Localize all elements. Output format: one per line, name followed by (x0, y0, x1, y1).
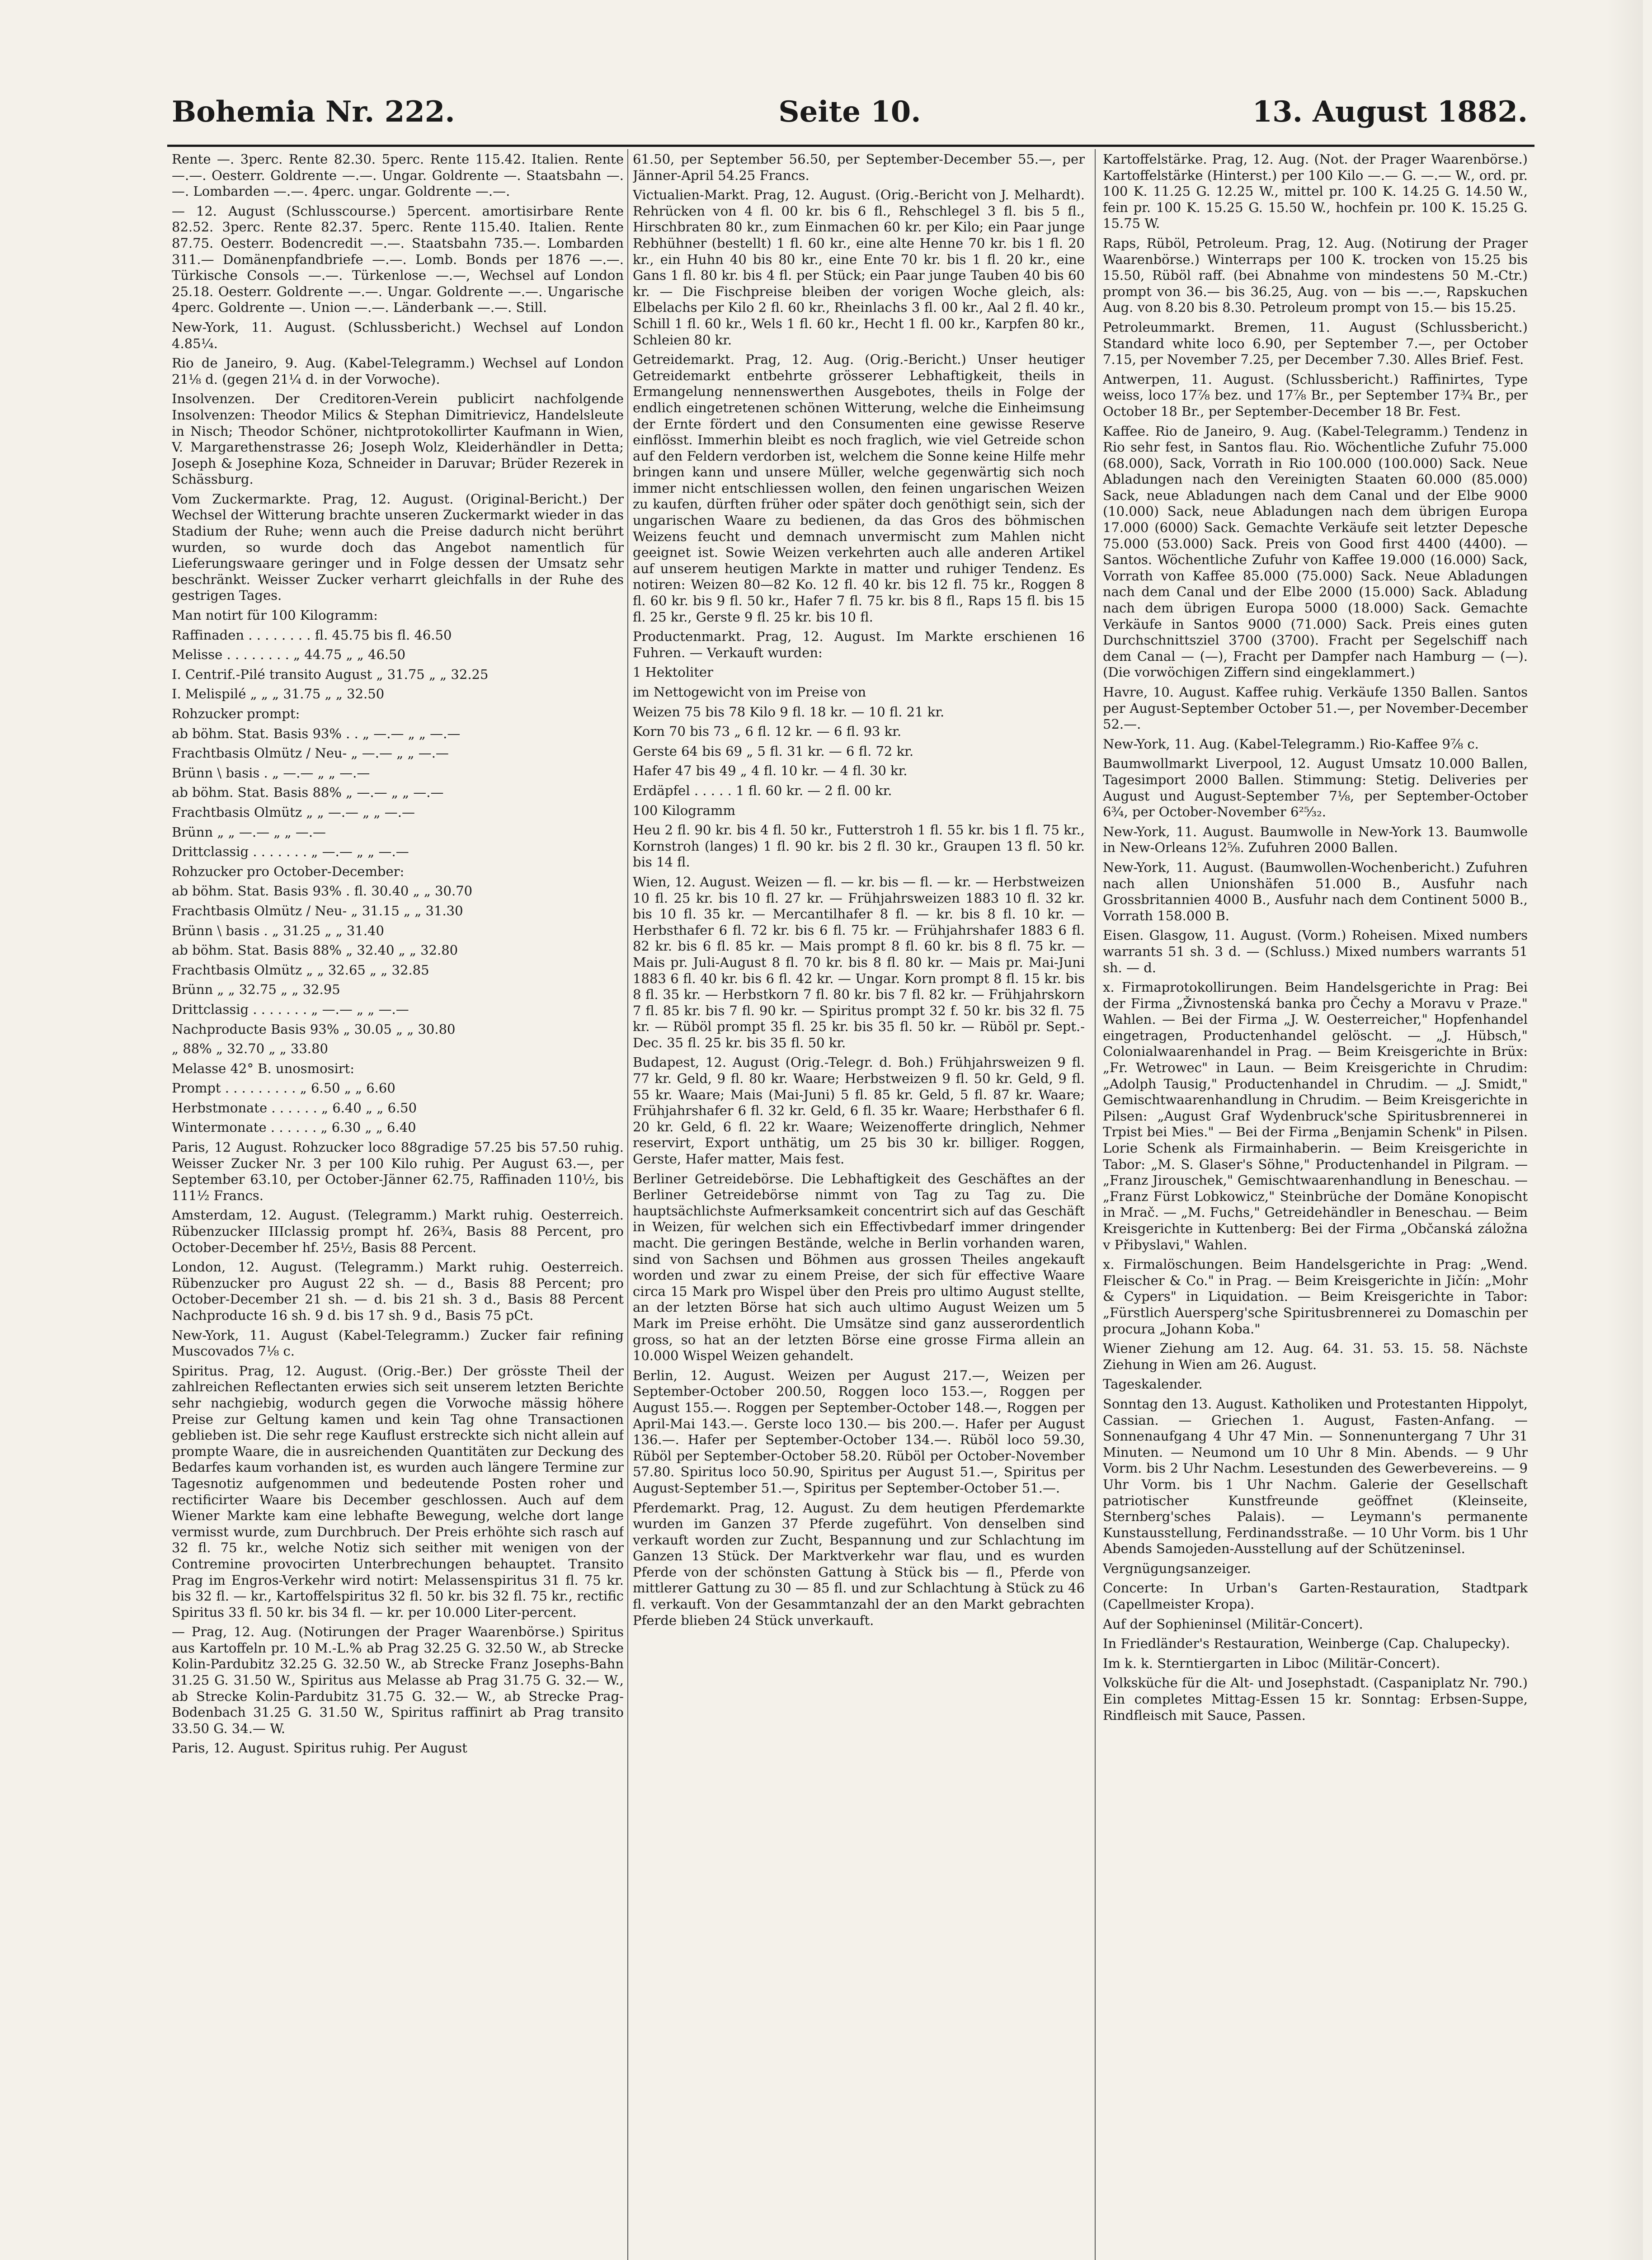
text-block: Vom Zuckermarkte. Prag, 12. August. (Original-Bericht.) Der Wechsel der Witterung brachte unseren Zuckermarkt wieder in das Stadium der Ruhe; wenn auch die Preise dadurch nicht berührt wurden, so wurde doch das Angebot namentlich für Lieferungswaare geringer und in Folge dessen der Umsatz sehr beschränkt. Weisser Zucker verharrt gleichfalls in der Ruhe des gestrigen Tages. (172, 491, 624, 603)
text-block: Herbstmonate . . . . . . „ 6.40 „ „ 6.50 (172, 1100, 417, 1116)
text-block: Wien, 12. August. Weizen — fl. — kr. bis — fl. — kr. — Herbstweizen 10 fl. 25 kr. bis 10 fl. 27 kr. — Frühjahrsweizen 1883 10 fl. 32 kr. bis 10 fl. 35 kr. — Mercantilhafer 8 fl. — kr. bis 8 fl. 10 kr. — Herbsthafer 6 fl. 72 kr. bis 6 fl. 75 kr. — Frühjahrshafer 1883 6 fl. 82 kr. bis 6 fl. 85 kr. — Mais prompt 8 fl. 60 kr. bis 8 fl. 75 kr. — Mais pr. Juli-August 8 fl. 70 kr. bis 8 fl. 80 kr. — Mais pr. Mai-Juni 1883 6 fl. 40 kr. bis 6 fl. 42 kr. — Ungar. Korn prompt 8 fl. 15 kr. bis 8 fl. 35 kr. — Herbstkorn 7 fl. 80 kr. bis 7 fl. 82 kr. — Frühjahrskorn 7 fl. 85 kr. bis 7 fl. 90 kr. — Spiritus prompt 32 f. 50 kr. bis 32 fl. 75 kr. — Rüböl prompt 35 fl. 25 kr. bis 35 fl. 50 kr. — Rüböl pr. Sept.-Dec. 35 fl. 25 kr. bis 35 fl. 50 kr. (633, 874, 1085, 1050)
text-block: 1 Hektoliter (633, 664, 714, 680)
text-block: Productenmarkt. Prag, 12. August. Im Markte erschienen 16 Fuhren. — Verkauft wurden: (633, 629, 1085, 660)
text-block: „ 88% „ 32.70 „ „ 33.80 (172, 1041, 328, 1057)
text-block: I. Melispilé „ „ „ 31.75 „ „ 32.50 (172, 686, 385, 702)
text-block: Berliner Getreidebörse. Die Lebhaftigkeit des Geschäftes an der Berliner Getreidebörse nimmt von Tag zu Tag zu. Die hauptsächlichste Aufmerksamkeit concentrirt sich auf das Geschäft in Weizen, für welchen sich ein Effectivbedarf immer dringender macht. Die geringen Bestände, welche in Berlin vorhanden waren, sind von Sachsen und Böhmen aus grossen Theiles angekauft worden und zwar zu einem Preise, der sich für effective Waare circa 15 Mark pro Wispel über den Preis pro ultimo August stellte, an der letzten Börse hat sich auch ultimo August Weizen um 5 Mark im Preise erhöht. Die Umsätze sind ganz ausserordentlich gross, so hat an der letzten Börse eine grosse Firma allein an 10.000 Wispel Weizen gehandelt. (633, 1171, 1085, 1364)
text-block: ab böhm. Stat. Basis 88% „ —.— „ „ —.— (172, 785, 444, 800)
text-block: In Friedländer's Restauration, Weinberge (Cap. Chalupecky). (1103, 1636, 1510, 1652)
page-number: Seite 10. (778, 95, 921, 129)
column-divider (627, 149, 628, 2260)
text-block: Brünn „ „ 32.75 „ „ 32.95 (172, 982, 340, 998)
text-block: Melisse . . . . . . . . „ 44.75 „ „ 46.50 (172, 647, 406, 663)
text-block: Drittclassig . . . . . . . „ —.— „ „ —.— (172, 844, 409, 860)
text-block: New-York, 11. August (Kabel-Telegramm.) Zucker fair refining Muscovados 7⅛ c. (172, 1327, 624, 1359)
text-block: I. Centrif.-Pilé transito August „ 31.75 „ „ 32.25 (172, 666, 489, 682)
text-block: ab böhm. Stat. Basis 93% . . „ —.— „ „ —.— (172, 725, 461, 741)
text-block: Sonntag den 13. August. Katholiken und Protestanten Hippolyt, Cassian. — Griechen 1. August, Fasten-Anfang. — Sonnenaufgang 4 Uhr 47 Min. — Sonnenuntergang 7 Uhr 31 Minuten. — Neumond um 10 Uhr 8 Min. Abends. — 9 Uhr Vorm. bis 2 Uhr Nachm. Lesestunden des Gewerbevereins. — 9 Uhr Vorm. bis 1 Uhr Nachm. Galerie der Gesellschaft patriotischer Kunstfreunde geöffnet (Kleinseite, Sternberg'sches Palais). — Leymann's permanente Kunstausstellung, Ferdinandsstraße. — 10 Uhr Vorm. bis 1 Uhr Abends Samojeden-Ausstellung auf der Schützeninsel. (1103, 1396, 1528, 1557)
text-block: Rente —. 3perc. Rente 82.30. 5perc. Rente 115.42. Italien. Rente —.—. Oesterr. Goldrente —.—. Ungar. Goldrente —. Staatsbahn —.—. Lombarden —.—. 4perc. ungar. Goldrente —.—. (172, 151, 624, 199)
text-block: Insolvenzen. Der Creditoren-Verein publicirt nachfolgende Insolvenzen: Theodor Milics & Stephan Dimitrievicz, Handelsleute in Nisch; Theodor Schöner, nichtprotokollirter Kaufmann in Wien, V. Margarethenstrasse 26; Joseph Wolz, Kleiderhändler in Detta; Joseph & Josephine Koza, Schneider in Daruvar; Brüder Rezerek in Schässburg. (172, 391, 624, 487)
text-block: Brünn \ basis . „ —.— „ „ —.— (172, 765, 370, 781)
text-block: Nachproducte Basis 93% „ 30.05 „ „ 30.80 (172, 1021, 456, 1037)
column-2 (633, 151, 1085, 2260)
text-block: London, 12. August. (Telegramm.) Markt ruhig. Oesterreich. Rübenzucker pro August 22 sh. — d., Basis 88 Percent; pro October-December 21 sh. — d. bis 21 sh. 3 d., Basis 88 Percent Nachproducte 16 sh. 9 d. bis 17 sh. 9 d., Basis 75 pCt. (172, 1259, 624, 1323)
text-block: Concerte: In Urban's Garten-Restauration, Stadtpark (Capellmeister Kropa). (1103, 1580, 1528, 1612)
text-block: 100 Kilogramm (633, 802, 735, 818)
text-block: Im k. k. Sterntiergarten in Liboc (Militär-Concert). (1103, 1655, 1440, 1671)
text-block: Paris, 12 August. Rohzucker loco 88gradige 57.25 bis 57.50 ruhig. Weisser Zucker Nr. 3 per 100 Kilo ruhig. Per August 63.—, per September 63.10, per October-Jänner 62.75, Raffinaden 110½, bis 111½ Francs. (172, 1139, 624, 1203)
text-block: Frachtbasis Olmütz / Neu- „ —.— „ „ —.— (172, 745, 449, 761)
text-block: Rohzucker pro October-December: (172, 863, 405, 879)
column-divider (1095, 149, 1096, 2260)
issue-date: 13. August 1882. (1252, 95, 1528, 129)
text-block: Rio de Janeiro, 9. Aug. (Kabel-Telegramm.) Wechsel auf London 21⅛ d. (gegen 21¼ d. in der Vorwoche). (172, 355, 624, 387)
text-block: New-York, 11. August. Baumwolle in New-York 13. Baumwolle in New-Orleans 12⅝. Zufuhren 2000 Ballen. (1103, 824, 1528, 856)
text-block: Frachtbasis Olmütz „ „ 32.65 „ „ 32.85 (172, 962, 429, 978)
text-block: New-York, 11. Aug. (Kabel-Telegramm.) Rio-Kaffee 9⅞ c. (1103, 736, 1479, 752)
text-block: Petroleummarkt. Bremen, 11. August (Schlussbericht.) Standard white loco 6.90, per September 7.—, per October 7.15, per November 7.25, per December 7.30. Alles Brief. Fest. (1103, 319, 1528, 367)
text-block: Volksküche für die Alt- und Josephstadt. (Caspaniplatz Nr. 790.) Ein completes Mittag-Essen 15 kr. Sonntag: Erbsen-Suppe, Rindfleisch mit Sauce, Passen. (1103, 1675, 1528, 1723)
text-block: Frachtbasis Olmütz / Neu- „ 31.15 „ „ 31.30 (172, 903, 463, 918)
header-rule (167, 145, 1534, 147)
page-header (172, 86, 1528, 136)
text-block: 61.50, per September 56.50, per September-December 55.—, per Jänner-April 54.25 Francs. (633, 151, 1085, 183)
masthead-issue: Bohemia Nr. 222. (172, 95, 455, 129)
text-block: Gerste 64 bis 69 „ 5 fl. 31 kr. — 6 fl. 72 kr. (633, 743, 914, 759)
text-block: — Prag, 12. Aug. (Notirungen der Prager Waarenbörse.) Spiritus aus Kartoffeln pr. 10 M.-L.% ab Prag 32.25 G. 32.50 W., ab Strecke Kolin-Pardubitz 32.25 G. 32.50 W., ab Strecke Franz Josephs-Bahn 31.25 G. 31.50 W., Spiritus aus Melasse ab Prag 31.75 G. 32.— W., ab Strecke Kolin-Pardubitz 31.75 G. 32.— W., ab Strecke Prag-Bodenbach 31.25 G. 31.50 W., Spiritus raffinirt ab Prag transito 33.50 G. 34.— W. (172, 1624, 624, 1736)
text-block: Frachtbasis Olmütz „ „ —.— „ „ —.— (172, 804, 415, 820)
text-block: Eisen. Glasgow, 11. August. (Vorm.) Roheisen. Mixed numbers warrants 51 sh. 3 d. — (Schluss.) Mixed numbers warrants 51 sh. — d. (1103, 928, 1528, 975)
text-block: Melasse 42° B. unosmosirt: (172, 1060, 355, 1076)
text-block: ab böhm. Stat. Basis 93% . fl. 30.40 „ „ 30.70 (172, 883, 473, 899)
text-block: Budapest, 12. August (Orig.-Telegr. d. Boh.) Frühjahrsweizen 9 fl. 77 kr. Geld, 9 fl. 80 kr. Waare; Herbstweizen 9 fl. 50 kr. Geld, 9 fl. 55 kr. Waare; Mais (Mai-Juni) 5 fl. 85 kr. Geld, 5 fl. 87 kr. Waare; Frühjahrshafer 6 fl. 32 kr. Geld, 6 fl. 35 kr. Waare; Herbsthafer 6 fl. 20 kr. Geld, 6 fl. 22 kr. Waare; Weizenofferte dringlich, Nehmer reservirt, Export unthätig, um 25 bis 30 kr. billiger. Roggen, Gerste, Hafer matter, Mais fest. (633, 1055, 1085, 1167)
text-block: Korn 70 bis 73 „ 6 fl. 12 kr. — 6 fl. 93 kr. (633, 724, 902, 739)
text-block: Victualien-Markt. Prag, 12. August. (Orig.-Bericht von J. Melhardt). Rehrücken von 4 fl. 00 kr. bis 6 fl., Rehschlegel 3 fl. bis 5 fl., Hirschbraten 80 kr., zum Einmachen 60 kr. per Kilo; ein Paar junge Rebhühner (bestellt) 1 fl. 60 kr., eine alte Henne 70 kr. bis 1 fl. 20 kr., ein Huhn 40 bis 80 kr., eine Ente 70 kr. bis 1 fl. 20 kr., eine Gans 1 fl. 80 kr. bis 4 fl. per Stück; ein Paar junge Tauben 40 bis 60 kr. — Die Fischpreise bleiben der vorigen Woche gleich, als: Elbelachs per Kilo 2 fl. 60 kr., Rheinlachs 3 fl. 00 kr., Aal 2 fl. 40 kr., Schill 1 fl. 60 kr., Wels 1 fl. 60 kr., Hecht 1 fl. 00 kr., Karpfen 80 kr., Schleien 80 kr. (633, 187, 1085, 348)
text-block: x. Firmaprotokollirungen. Beim Handelsgerichte in Prag: Bei der Firma „Živnostenská banka pro Čechy a Moravu v Praze." Wahlen. — Bei der Firma „J. W. Oesterreicher," Hopfenhandel eingetragen, Productenhandel gelöscht. — „J. Hübsch," Colonialwaarenhandel in Prag. — Beim Kreisgerichte in Brüx: „Fr. Wetrowec" in Laun. — Beim Kreisgerichte in Chrudim: „Adolph Tausig," Productenhandel in Chrudim. — „J. Smidt," Gemischtwaarenhandlung in Chrudim. — Beim Kreisgerichte in Pilsen: „August Graf Wydenbruck'sche Spiritusbrennerei in Trpist bei Mies." — Bei der Firma „Benjamin Schenk" in Pilsen. Lorie Schenk als Firmainhaberin. — Beim Kreisgerichte in Tabor: „M. S. Glaser's Söhne," Productenhandel in Pilgram. — „Franz Jirouschek," Gemischtwaarenhandlung in Beneschau. — „Franz Fürst Lobkowicz," Steinbrüche der Domäne Konopischt in Mrač. — „M. Fuchs," Getreidehändler in Beneschau. — Beim Kreisgerichte in Kuttenberg: Bei der Firma „Občanská záložna v Přibyslavi," Wahlen. (1103, 979, 1528, 1252)
text-block: Kaffee. Rio de Janeiro, 9. Aug. (Kabel-Telegramm.) Tendenz in Rio sehr fest, in Santos flau. Rio. Wöchentliche Zufuhr 75.000 (68.000), Sack, Vorrath in Rio 100.000 (100.000) Sack. Neue Abladungen nach den Vereinigten Staaten 60.000 (85.000) Sack, neue Abladungen nach dem Canal und der Elbe 9000 (10.000) Sack, neue Abladungen nach dem übrigen Europa 17.000 (6000) Sack. Gemachte Verkäufe seit letzter Depesche 75.000 (53.000) Sack. Preis von Good first 4400 (4400). — Santos. Wöchentliche Zufuhr von Kaffee 19.000 (16.000) Sack, Vorrath von Kaffee 85.000 (75.000) Sack. Neue Abladungen nach dem Canal und der Elbe 2000 (15.000) Sack. Abladung nach dem übrigen Europa 5000 (18.000) Sack. Gemachte Verkäufe in Santos 9000 (71.000) Sack. Preis eines guten Durchschnittsziel 3700 (3700). Fracht per Segelschiff nach dem Canal — (—), Fracht per Dampfer nach Hamburg — (—). (Die vorwöchigen Ziffern sind eingeklammert.) (1103, 423, 1528, 680)
text-block: Rohzucker prompt: (172, 706, 300, 721)
text-block: New-York, 11. August. (Schlussbericht.) Wechsel auf London 4.85¼. (172, 319, 624, 351)
text-block: Raffinaden . . . . . . . . fl. 45.75 bis fl. 46.50 (172, 627, 452, 643)
text-block: Weizen 75 bis 78 Kilo 9 fl. 18 kr. — 10 fl. 21 kr. (633, 704, 945, 720)
text-block: Brünn „ „ —.— „ „ —.— (172, 824, 326, 840)
text-block: Heu 2 fl. 90 kr. bis 4 fl. 50 kr., Futterstroh 1 fl. 55 kr. bis 1 fl. 75 kr., Kornstroh (langes) 1 fl. 90 kr. bis 2 fl. 30 kr., Graupen 13 fl. 50 kr. bis 14 fl. (633, 822, 1085, 870)
text-block: ab böhm. Stat. Basis 88% „ 32.40 „ „ 32.80 (172, 942, 458, 958)
text-block: New-York, 11. August. (Baumwollen-Wochenbericht.) Zufuhren nach allen Unionshäfen 51.000 B., Ausfuhr nach Grossbritannien 4000 B., Ausfuhr nach dem Continent 5000 B., Vorrath 158.000 B. (1103, 859, 1528, 923)
text-block: Prompt . . . . . . . . . „ 6.50 „ „ 6.60 (172, 1080, 395, 1096)
text-block: Raps, Rüböl, Petroleum. Prag, 12. Aug. (Notirung der Prager Waarenbörse.) Winterraps per 100 K. trocken von 15.25 bis 15.50, Rüböl raff. (bei Abnahme von mindestens 50 M.-Ctr.) prompt von 36.— bis 36.25, Aug. von — bis —.—, Rapskuchen Aug. von 8.20 bis 8.30. Petroleum prompt von 15.— bis 15.25. (1103, 235, 1528, 315)
text-block: Getreidemarkt. Prag, 12. Aug. (Orig.-Bericht.) Unser heutiger Getreidemarkt entbehrte grösserer Lebhaftigkeit, theils in Ermangelung nennenswerthen Ausgebotes, theils in Folge der endlich eingetretenen schönen Witterung, welche die Einheimsung der Ernte fördert und den Consumenten eine gewisse Reserve einflösst. Immerhin bleibt es noch fraglich, wie viel Getreide schon auf den Feldern verdorben ist, welchem die Sonne keine Hilfe mehr bringen kann und unsere Müller, welche gegenwärtig sich noch immer nicht entschliessen wollen, den feinen ungarischen Weizen zu kaufen, dürften früher oder später doch genöthigt sein, sich der ungarischen Waare zu bedienen, da das Gros des böhmischen Weizens feucht und demnach unvermischt zum Mahlen nicht geeignet ist. Sowie Weizen verkehrten auch alle anderen Artikel auf unserem heutigen Markte in matter und ruhiger Tendenz. Es notiren: Weizen 80—82 Ko. 12 fl. 40 kr. bis 12 fl. 75 kr., Roggen 8 fl. 60 kr. bis 9 fl. 50 kr., Hafer 7 fl. 75 kr. bis 8 fl., Raps 15 fl. bis 15 fl. 25 kr., Gerste 9 fl. 25 kr. bis 10 fl. (633, 352, 1085, 625)
text-block: Spiritus. Prag, 12. August. (Orig.-Ber.) Der grösste Theil der zahlreichen Reflectanten erwies sich seit unserem letzten Berichte sehr nachgiebig, wodurch gegen die Vorwoche mässig höhere Preise zur Geltung kamen und kein Tag ohne Transactionen geblieben ist. Die sehr rege Kauflust erstreckte sich nicht allein auf prompte Waare, die in ausreichenden Quantitäten zur Deckung des Bedarfes kaum vorhanden ist, es wurden auch längere Termine zur Tagesnotiz aufgenommen und bedeutende Posten roher und rectificirter Waare bis December geschlossen. Auch auf dem Wiener Markte kam eine lebhafte Bewegung, welche dort lange vermisst wurde, zum Durchbruch. Der Preis erhöhte sich rasch auf 32 fl. 75 kr., welche Notiz sich seither mit wenigen von der Contremine provocirten Unterbrechungen behauptet. Transito Prag im Engros-Verkehr wird notirt: Melassenspiritus 31 fl. 75 kr. bis 32 fl. — kr., Kartoffelspiritus 32 fl. 50 kr. bis 32 fl. 75 kr., rectific Spiritus 33 fl. 50 kr. bis 34 fl. — kr. per 10.000 Liter-percent. (172, 1363, 624, 1620)
text-block: Man notirt für 100 Kilogramm: (172, 607, 378, 623)
text-block: Tageskalender. (1103, 1376, 1203, 1392)
text-block: im Nettogewicht von im Preise von (633, 684, 866, 700)
text-block: Auf der Sophieninsel (Militär-Concert). (1103, 1616, 1363, 1632)
text-block: Kartoffelstärke. Prag, 12. Aug. (Not. der Prager Waarenbörse.) Kartoffelstärke (Hinterst.) per 100 Kilo —.— G. —.— W., ord. pr. 100 K. 11.25 G. 12.25 W., mittel pr. 100 K. 14.25 G. 14.50 W., fein pr. 100 K. 15.25 G. 15.50 W., hochfein pr. 100 K. 15.25 G. 15.75 W. (1103, 151, 1528, 231)
text-block: Erdäpfel . . . . . 1 fl. 60 kr. — 2 fl. 00 kr. (633, 782, 892, 798)
column-3 (1103, 151, 1528, 2260)
text-block: x. Firmalöschungen. Beim Handelsgerichte in Prag: „Wend. Fleischer & Co." in Prag. — Beim Kreisgerichte in Jičín: „Mohr & Cypers" in Liquidation. — Beim Kreisgerichte in Tabor: „Fürstlich Auersperg'sche Spiritusbrennerei zu Domaschin per procura „Johann Koba." (1103, 1257, 1528, 1337)
text-block: Vergnügungsanzeiger. (1103, 1560, 1251, 1576)
text-block: Drittclassig . . . . . . . „ —.— „ „ —.— (172, 1001, 409, 1017)
text-block: Hafer 47 bis 49 „ 4 fl. 10 kr. — 4 fl. 30 kr. (633, 763, 908, 779)
text-block: Amsterdam, 12. August. (Telegramm.) Markt ruhig. Oesterreich. Rübenzucker IIIclassig prompt hf. 26¾, Basis 88 Percent, pro October-December hf. 25½, Basis 88 Percent. (172, 1207, 624, 1255)
text-block: Baumwollmarkt Liverpool, 12. August Umsatz 10.000 Ballen, Tagesimport 2000 Ballen. Stimmung: Stetig. Deliveries per August und August-September 7⅛, per September-October 6¾, per October-November 6²⁵⁄₃₂. (1103, 756, 1528, 820)
text-block: — 12. August (Schlusscourse.) 5percent. amortisirbare Rente 82.52. 3perc. Rente 82.37. 5perc. Rente 115.40. Italien. Rente 87.75. Oesterr. Bodencredit —.—. Staatsbahn 735.—. Lombarden 311.— Domänenpfandbriefe —.—. Lomb. Bonds per 1876 —.—. Türkische Consols —.—. Türkenlose —.—, Wechsel auf London 25.18. Oesterr. Goldrente —.—. Ungar. Goldrente —.—. Ungarische 4perc. Goldrente —. Union —.—. Länderbank —.—. Still. (172, 203, 624, 315)
column-1 (172, 151, 624, 2260)
text-block: Paris, 12. August. Spiritus ruhig. Per August (172, 1740, 467, 1756)
text-block: Havre, 10. August. Kaffee ruhig. Verkäufe 1350 Ballen. Santos per August-September October 51.—, per November-December 52.—. (1103, 684, 1528, 732)
text-block: Pferdemarkt. Prag, 12. August. Zu dem heutigen Pferdemarkte wurden im Ganzen 37 Pferde zugeführt. Von denselben sind verkauft worden zur Zucht, Bespannung und zur Schlachtung im Ganzen 13 Stück. Der Marktverkehr war flau, und es wurden Pferde von der schönsten Gattung à Stück bis — fl., Pferde von mittlerer Gattung zu 30 — 85 fl. und zur Schlachtung à Stück zu 46 fl. verkauft. Von der Gesammtanzahl der an den Markt gebrachten Pferde blieben 24 Stück unverkauft. (633, 1500, 1085, 1628)
text-block: Wintermonate . . . . . . „ 6.30 „ „ 6.40 (172, 1120, 416, 1135)
text-block: Berlin, 12. August. Weizen per August 217.—, Weizen per September-October 200.50, Roggen loco 153.—, Roggen per August 155.—. Roggen per September-October 148.—, Roggen per April-Mai 143.—. Gerste loco 130.— bis 200.—. Hafer per August 136.—. Hafer per September-October 134.—. Rüböl loco 59.30, Rüböl per September-October 58.20. Rüböl per October-November 57.80. Spiritus loco 50.90, Spiritus per August 51.—, Spiritus per August-September 51.—, Spiritus per September-October 51.—. (633, 1367, 1085, 1496)
text-block: Antwerpen, 11. August. (Schlussbericht.) Raffinirtes, Type weiss, loco 17⅞ bez. und 17⅞ Br., per September 17¾ Br., per October 18 Br., per September-December 18 Br. Fest. (1103, 371, 1528, 419)
text-block: Brünn \ basis . „ 31.25 „ „ 31.40 (172, 923, 384, 938)
page-edge-shadow (1607, 0, 1643, 2260)
text-block: Wiener Ziehung am 12. Aug. 64. 31. 53. 15. 58. Nächste Ziehung in Wien am 26. August. (1103, 1341, 1528, 1372)
